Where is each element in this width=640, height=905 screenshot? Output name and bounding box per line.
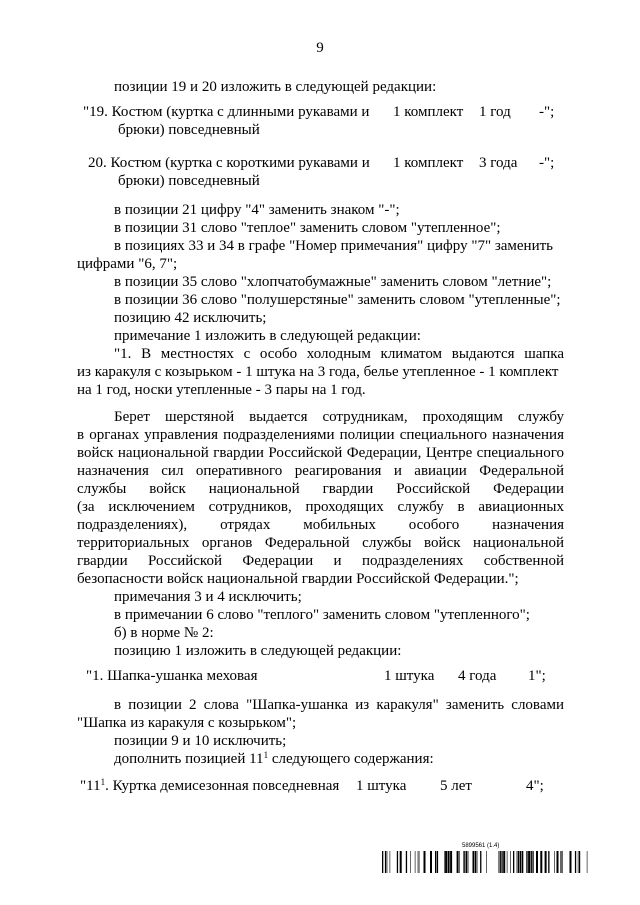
table-cell-note: 4";	[526, 778, 544, 794]
table-cell-note: -";	[539, 155, 555, 171]
text-line: брюки) повседневный	[118, 173, 260, 189]
barcode-number: 5899561 (1.4)	[462, 843, 500, 849]
text-line: службы войск национальной гвардии Российской Федерации	[77, 481, 564, 497]
table-cell-unit: 1 штука	[384, 668, 435, 684]
text-line: в примечании 6 слово "теплого" заменить словом "утепленного";	[114, 607, 530, 623]
text-line: в позиции 36 слово "полушерстяные" заменить словом "утепленные";	[114, 292, 561, 308]
text-line: назначения сил оперативного реагирования и авиации Федеральной	[77, 463, 564, 479]
text-fragment: дополнить позицией 11	[114, 751, 264, 767]
text-line: на 1 год, носки утепленные - 3 пары на 1 год.	[77, 382, 366, 398]
text-line: войск национальной гвардии Российской Федерации, Центре специального	[77, 445, 564, 461]
text-line: "1. В местностях с особо холодным климатом выдаются шапка	[114, 346, 564, 362]
text-fragment: следующего содержания:	[268, 751, 434, 767]
table-cell-unit: 1 комплект	[393, 104, 464, 120]
text-line	[114, 750, 434, 768]
text-line: гвардии Российской Федерации и подразделениях собственной	[77, 553, 564, 569]
text-line: в позиции 2 слова "Шапка-ушанка из каракуля" заменить словами	[114, 697, 564, 713]
text-line: территориальных органов Федеральной службы войск национальной	[77, 535, 564, 551]
table-cell-term: 5 лет	[440, 778, 472, 794]
superscript: 1	[100, 777, 106, 787]
table-cell-name: "1. Шапка-ушанка меховая	[86, 668, 258, 684]
text-line: примечание 1 изложить в следующей редакции:	[114, 328, 421, 344]
text-line: "Шапка из каракуля с козырьком";	[77, 715, 297, 731]
text-line: в позициях 33 и 34 в графе "Номер примечания" цифру "7" заменить	[114, 238, 553, 254]
text-line: безопасности войск национальной гвардии Российской Федерации.";	[77, 571, 519, 587]
text-fragment: "11	[80, 778, 101, 794]
table-cell-name: "19. Костюм (куртка с длинными рукавами и	[83, 104, 370, 120]
table-cell-note: -";	[539, 104, 555, 120]
text-line: позиции 9 и 10 исключить;	[114, 733, 287, 749]
table-cell-name	[80, 777, 339, 795]
table-row-19	[83, 103, 583, 121]
text-line: Берет шерстяной выдается сотрудникам, проходящим службу	[114, 409, 564, 425]
page-number: 9	[316, 40, 324, 56]
text-line: цифрами "6, 7";	[77, 256, 178, 272]
text-line: б) в норме № 2:	[114, 625, 214, 641]
table-cell-name: 20. Костюм (куртка с короткими рукавами и	[88, 155, 370, 171]
text-line: подразделениях), отрядах мобильных особого назначения	[77, 517, 564, 533]
table-row-11-1	[80, 777, 580, 795]
text-line: позиции 19 и 20 изложить в следующей редакции:	[114, 79, 437, 95]
barcode-image	[382, 851, 592, 873]
text-line: в позиции 35 слово "хлопчатобумажные" заменить словом "летние";	[114, 274, 552, 290]
text-line: позицию 42 исключить;	[114, 310, 267, 326]
text-line: из каракуля с козырьком - 1 штука на 3 года, белье утепленное - 1 комплект	[77, 364, 559, 380]
text-line: в органах управления подразделениями полиции специального назначения	[77, 427, 564, 443]
table-cell-term: 1 год	[479, 104, 511, 120]
table-cell-unit: 1 комплект	[393, 155, 464, 171]
table-cell-term: 3 года	[479, 155, 518, 171]
text-line: примечания 3 и 4 исключить;	[114, 589, 302, 605]
superscript: 1	[263, 750, 269, 760]
table-row-1	[86, 667, 586, 685]
text-line: в позиции 21 цифру "4" заменить знаком "-";	[114, 202, 400, 218]
text-line: позицию 1 изложить в следующей редакции:	[114, 643, 402, 659]
text-line: (за исключением сотрудников, проходящих службу в авиационных	[77, 499, 564, 515]
text-fragment: . Куртка демисезонная повседневная	[105, 778, 340, 794]
table-cell-note: 1";	[528, 668, 546, 684]
text-line: в позиции 31 слово "теплое" заменить словом "утепленное";	[114, 220, 501, 236]
table-cell-unit: 1 штука	[356, 778, 407, 794]
text-line: брюки) повседневный	[118, 122, 260, 138]
table-row-20	[88, 154, 588, 172]
table-cell-term: 4 года	[458, 668, 497, 684]
